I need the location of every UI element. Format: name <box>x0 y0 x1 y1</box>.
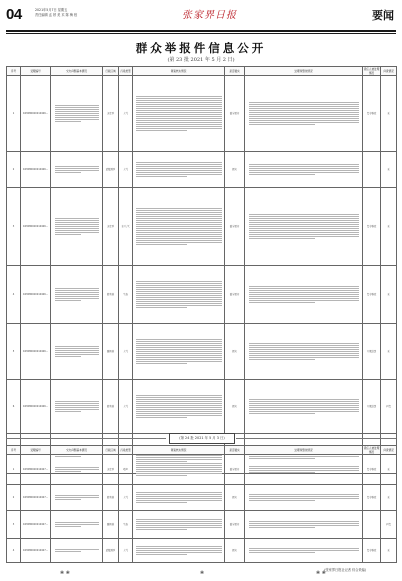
table-cell <box>21 324 51 380</box>
table-cell <box>119 485 133 511</box>
table-cell <box>21 188 51 266</box>
col-seq: 序号 <box>7 67 21 76</box>
table-cell <box>225 324 245 380</box>
cell-text: 无 <box>387 112 390 115</box>
table-cell <box>225 380 245 434</box>
table-cell <box>103 539 119 563</box>
table-cell <box>21 152 51 188</box>
table-cell <box>133 324 225 380</box>
cell-text: 属实 <box>232 496 237 499</box>
paragraph-text <box>249 343 359 360</box>
cell-text: 无 <box>387 468 390 471</box>
table-cell <box>7 324 21 380</box>
divider-line-right <box>236 438 396 439</box>
table-cell <box>7 76 21 152</box>
paragraph-text <box>55 401 99 412</box>
table-cell <box>7 485 21 511</box>
table-row <box>7 266 397 324</box>
table-cell <box>103 380 119 434</box>
table-cell <box>363 485 381 511</box>
table-cell <box>133 76 225 152</box>
col-issue: 交办问题基本情况 <box>51 446 103 455</box>
table-cell <box>225 266 245 324</box>
table-cell <box>51 455 103 485</box>
cell-text: 责令整改 <box>366 496 377 499</box>
cell-text: X43080020210426... <box>22 293 49 296</box>
page-meta-line1: 2021年5月7日 星期五 <box>35 8 68 12</box>
paragraph-text <box>136 96 222 130</box>
paragraph-text <box>55 166 99 173</box>
paragraph-text <box>55 288 99 301</box>
cell-text: 部分属实 <box>229 523 240 526</box>
table-cell <box>119 511 133 539</box>
divider-line-left <box>6 438 166 439</box>
paragraph-text <box>136 492 222 503</box>
col-accountability: 问责情况 <box>381 67 397 76</box>
table-cell <box>103 485 119 511</box>
table-cell <box>103 511 119 539</box>
cell-text: X43080020210426... <box>22 225 49 228</box>
paragraph-text <box>55 495 99 500</box>
table-cell <box>7 511 21 539</box>
table-cell <box>245 152 363 188</box>
table-cell <box>245 324 363 380</box>
paragraph-text <box>249 102 359 125</box>
cell-text: 6 <box>12 405 15 408</box>
col-handling: 处理和整改情况 <box>245 67 363 76</box>
cell-text: 责令整改 <box>366 468 377 471</box>
table-cell <box>381 76 397 152</box>
table-cell <box>103 455 119 485</box>
table-cell <box>103 188 119 266</box>
table-row <box>7 455 397 485</box>
paragraph-text <box>136 395 222 418</box>
paragraph-text <box>249 286 359 303</box>
cell-text: 部分属实 <box>229 293 240 296</box>
table-cell <box>133 539 225 563</box>
table-cell <box>363 266 381 324</box>
report-table-batch2 <box>6 445 397 563</box>
cell-text: 慈利县 <box>106 405 115 408</box>
table-cell <box>7 152 21 188</box>
table-cell <box>51 76 103 152</box>
paragraph-text <box>136 162 222 177</box>
cell-text: 责令整改 <box>366 225 377 228</box>
col-seq: 序号 <box>7 446 21 455</box>
cell-text: 属实 <box>232 350 237 353</box>
table-cell <box>51 152 103 188</box>
cell-text: 生态 <box>123 523 128 526</box>
table-row <box>7 152 397 188</box>
table-cell <box>245 485 363 511</box>
cell-text: 水/大气 <box>121 225 130 228</box>
batch-divider-label: (第 24 批 2021 年 5 月 3 日) <box>169 433 235 444</box>
table-cell <box>225 76 245 152</box>
paragraph-text <box>249 521 359 528</box>
col-accountability: 问责情况 <box>381 446 397 455</box>
table-cell <box>119 455 133 485</box>
table-row <box>7 76 397 152</box>
cell-text: 属实 <box>232 405 237 408</box>
cell-text: 属实 <box>232 549 237 552</box>
table-cell <box>225 511 245 539</box>
table-cell <box>245 266 363 324</box>
table-cell <box>363 380 381 434</box>
cell-text: 无 <box>387 225 390 228</box>
col-issue: 交办问题基本情况 <box>51 67 103 76</box>
table-cell <box>51 324 103 380</box>
table-cell <box>133 455 225 485</box>
table-cell <box>363 152 381 188</box>
cell-text: 1 <box>12 468 15 471</box>
cell-text: 立案处罚 <box>366 350 377 353</box>
cell-text: 慈利县 <box>106 496 115 499</box>
table-cell <box>51 380 103 434</box>
cell-text: X43080020210426... <box>22 112 49 115</box>
table-cell <box>133 266 225 324</box>
table-cell <box>21 266 51 324</box>
cell-text: X43080020210426... <box>22 350 49 353</box>
cell-text: 无 <box>387 496 390 499</box>
cell-text: 大气 <box>123 350 128 353</box>
cell-text: 大气 <box>123 112 128 115</box>
cell-text: 2 <box>12 496 15 499</box>
table-cell <box>7 188 21 266</box>
cell-text: 武陵源区 <box>105 549 116 552</box>
cell-text: 噪声 <box>123 468 128 471</box>
cell-text: 武陵源区 <box>105 168 116 171</box>
table-cell <box>381 380 397 434</box>
table-cell <box>51 511 103 539</box>
table-row <box>7 380 397 434</box>
cell-text: 大气 <box>123 168 128 171</box>
table-cell <box>363 188 381 266</box>
header-rule-thin <box>6 33 396 34</box>
header-rule <box>6 30 396 32</box>
cell-text: 永定区 <box>106 468 115 471</box>
paragraph-text <box>55 549 99 552</box>
col-investigation: 调查核实情况 <box>133 446 225 455</box>
cell-text: X43080020210427... <box>22 523 49 526</box>
page-number: 04 <box>6 6 22 23</box>
paragraph-text <box>136 463 222 476</box>
cell-text: 永定区 <box>106 112 115 115</box>
cell-text: 3 <box>12 523 15 526</box>
table-cell <box>363 455 381 485</box>
cell-text: 部分属实 <box>229 468 240 471</box>
table-cell <box>225 539 245 563</box>
cell-text: 部分属实 <box>229 112 240 115</box>
page-title: 群众举报件信息公开 <box>135 41 267 55</box>
table-cell <box>381 266 397 324</box>
ornament-icon: ❀ ❀ <box>316 570 326 576</box>
cell-text: 责令整改 <box>366 112 377 115</box>
report-table-batch1 <box>6 66 397 474</box>
table-header-row <box>7 67 397 76</box>
table-cell <box>363 511 381 539</box>
paragraph-text <box>55 467 99 472</box>
table-cell <box>103 76 119 152</box>
cell-text: 无 <box>387 350 390 353</box>
paragraph-text <box>249 466 359 473</box>
paragraph-text <box>249 548 359 553</box>
table-cell <box>363 539 381 563</box>
cell-text: 问责 <box>386 523 391 526</box>
cell-text: 立案处罚 <box>366 405 377 408</box>
table-cell <box>119 152 133 188</box>
table-row <box>7 485 397 511</box>
table-cell <box>381 539 397 563</box>
cell-text: 无 <box>387 168 390 171</box>
table-cell <box>225 455 245 485</box>
table-cell <box>381 324 397 380</box>
table-cell <box>7 455 21 485</box>
table-cell <box>103 266 119 324</box>
table-cell <box>103 152 119 188</box>
table-cell <box>7 266 21 324</box>
cell-text: X43080020210426... <box>22 168 49 171</box>
section-name: 要闻 <box>372 9 394 22</box>
col-penalty: 责任人被处理情况 <box>363 68 380 75</box>
table-row <box>7 188 397 266</box>
col-code: 受理编号 <box>21 446 51 455</box>
table-cell <box>21 455 51 485</box>
table-cell <box>21 539 51 563</box>
cell-text: 大气 <box>123 496 128 499</box>
table-cell <box>225 152 245 188</box>
col-verdict: 是否属实 <box>225 67 245 76</box>
paragraph-text <box>55 522 99 527</box>
table-cell <box>51 188 103 266</box>
table-cell <box>119 76 133 152</box>
paragraph-text <box>136 281 222 307</box>
col-district: 行政区域 <box>103 446 119 455</box>
table-cell <box>133 485 225 511</box>
table-cell <box>21 76 51 152</box>
cell-text: X43080020210427... <box>22 468 49 471</box>
table-cell <box>21 511 51 539</box>
paragraph-text <box>136 339 222 364</box>
col-verdict: 是否属实 <box>225 446 245 455</box>
cell-text: 2 <box>12 168 15 171</box>
cell-text: 责令整改 <box>366 549 377 552</box>
cell-text: 无 <box>387 293 390 296</box>
newspaper-logo: 张家界日报 <box>182 10 237 21</box>
table-row <box>7 324 397 380</box>
table-cell <box>245 455 363 485</box>
ornament-icon: ❀ ❀ <box>60 570 70 576</box>
cell-text: 桑植县 <box>106 350 115 353</box>
table-cell <box>119 380 133 434</box>
page-subtitle: (第 23 批 2021 年 5 月 2 日) <box>167 57 235 63</box>
paragraph-text <box>136 208 222 244</box>
cell-text: 无 <box>387 549 390 552</box>
paragraph-text <box>136 519 222 530</box>
table-cell <box>51 266 103 324</box>
cell-text: 3 <box>12 225 15 228</box>
table-cell <box>21 380 51 434</box>
cell-text: 慈利县 <box>106 293 115 296</box>
table-cell <box>119 266 133 324</box>
col-district: 行政区域 <box>103 67 119 76</box>
cell-text: X43080020210427... <box>22 549 49 552</box>
table-cell <box>119 324 133 380</box>
paragraph-text <box>249 214 359 239</box>
paragraph-text <box>55 346 99 357</box>
page-meta <box>35 8 77 18</box>
table-cell <box>381 455 397 485</box>
ornament-icon: ❀ <box>200 570 205 576</box>
cell-text: 生态 <box>123 293 128 296</box>
table-cell <box>245 380 363 434</box>
table-row <box>7 511 397 539</box>
batch-divider <box>6 433 396 443</box>
cell-text: 5 <box>12 350 15 353</box>
table-cell <box>7 380 21 434</box>
footer-note: (张家界日报社记者 综合采编) <box>324 568 366 572</box>
cell-text: 属实 <box>232 168 237 171</box>
cell-text: X43080020210426... <box>22 405 49 408</box>
cell-text: 永定区 <box>106 225 115 228</box>
table-cell <box>119 539 133 563</box>
col-code: 受理编号 <box>21 67 51 76</box>
table-cell <box>245 188 363 266</box>
paragraph-text <box>136 546 222 555</box>
col-investigation: 调查核实情况 <box>133 67 225 76</box>
table-cell <box>133 511 225 539</box>
table-cell <box>133 380 225 434</box>
table-cell <box>133 188 225 266</box>
table-cell <box>51 485 103 511</box>
table-cell <box>363 324 381 380</box>
table-header-row <box>7 446 397 455</box>
table-cell <box>103 324 119 380</box>
paragraph-text <box>249 494 359 501</box>
cell-text: 责令整改 <box>366 293 377 296</box>
cell-text: X43080020210427... <box>22 496 49 499</box>
page-meta-line2: 责任编辑 孟 婷 美 术 陈 梅 校 <box>35 13 78 17</box>
cell-text: 大气 <box>123 549 128 552</box>
cell-text: 大气 <box>123 405 128 408</box>
table-cell <box>225 485 245 511</box>
table-row <box>7 539 397 563</box>
cell-text: 1 <box>12 112 15 115</box>
table-cell <box>225 188 245 266</box>
paragraph-text <box>249 164 359 175</box>
cell-text: 4 <box>12 549 15 552</box>
table-cell <box>245 76 363 152</box>
paragraph-text <box>55 218 99 235</box>
table-cell <box>245 539 363 563</box>
table-cell <box>133 152 225 188</box>
table-cell <box>7 539 21 563</box>
paragraph-text <box>55 105 99 122</box>
table-cell <box>245 511 363 539</box>
table-cell <box>363 76 381 152</box>
table-cell <box>381 485 397 511</box>
table-cell <box>21 485 51 511</box>
cell-text: 桑植县 <box>106 523 115 526</box>
table-cell <box>381 188 397 266</box>
table-cell <box>381 152 397 188</box>
cell-text: 4 <box>12 293 15 296</box>
footer-ornaments <box>0 570 402 578</box>
col-handling: 处理和整改情况 <box>245 446 363 455</box>
cell-text: 问责 <box>386 405 391 408</box>
table-cell <box>51 539 103 563</box>
cell-text: 部分属实 <box>229 225 240 228</box>
masthead <box>0 0 402 36</box>
table-cell <box>381 511 397 539</box>
col-type: 污染类型 <box>119 446 133 455</box>
paragraph-text <box>249 399 359 414</box>
col-type: 污染类型 <box>119 67 133 76</box>
table-cell <box>119 188 133 266</box>
col-penalty: 责任人被处理情况 <box>363 447 380 454</box>
